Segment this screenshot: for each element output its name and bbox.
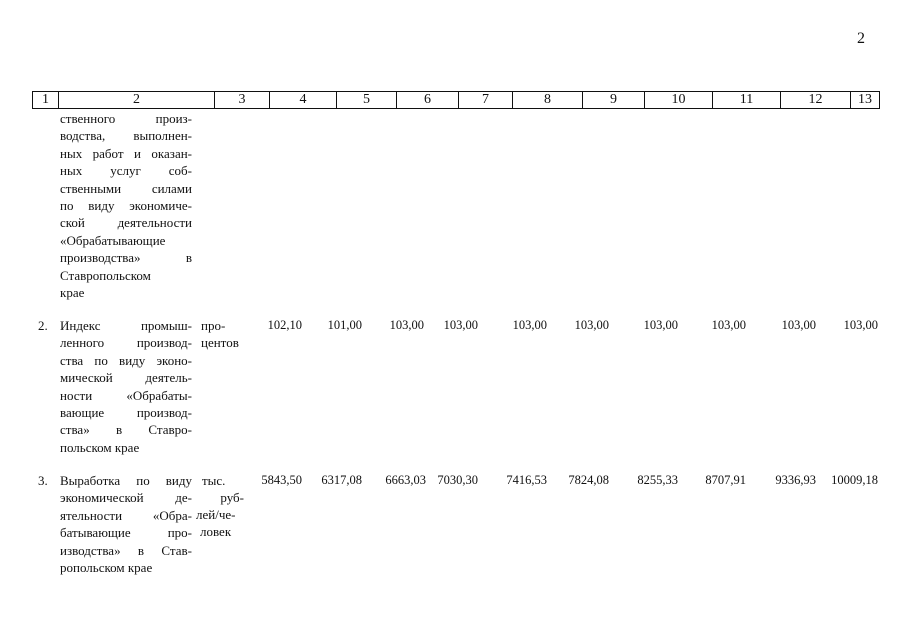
row-3-unit <box>196 472 244 540</box>
row-3-value-col13: 10009,18 <box>831 473 878 487</box>
row-1-name-line: ственными силами <box>60 180 192 196</box>
row-2-value-col11: 103,00 <box>711 318 746 332</box>
row-2-name-line: ства» в Ставро- <box>60 422 192 438</box>
row-3-name-line: экономической де- <box>60 490 192 506</box>
row-3-value-col9: 7824,08 <box>568 473 609 487</box>
row-3-name-line: изводства» в Став- <box>60 542 192 558</box>
row-1-name <box>60 110 192 301</box>
row-3-number: 3. <box>38 473 48 488</box>
header-col-4: 4 <box>270 92 337 108</box>
row-2-unit-line: про- <box>201 318 226 333</box>
header-col-1: 1 <box>33 92 59 108</box>
row-3-name-line: ропольском крае <box>60 560 153 576</box>
row-2-value-col9: 103,00 <box>574 318 609 332</box>
header-col-9: 9 <box>583 92 645 108</box>
row-3-value-col4: 5843,50 <box>261 473 302 487</box>
header-col-6: 6 <box>397 92 459 108</box>
row-2-value-col8: 103,00 <box>512 318 547 332</box>
row-1-name-line: ской деятельности <box>60 215 192 231</box>
header-col-11: 11 <box>713 92 781 108</box>
row-3-value-col11: 8707,91 <box>705 473 746 487</box>
header-col-8: 8 <box>513 92 583 108</box>
row-2-number: 2. <box>38 318 48 333</box>
row-2-name-line: ности «Обрабаты- <box>60 387 192 403</box>
row-1-name-line: Ставропольском <box>60 267 151 283</box>
table-header-row <box>32 91 880 109</box>
row-2-value-col12: 103,00 <box>781 318 816 332</box>
row-3-value-col5: 6317,08 <box>321 473 362 487</box>
row-3-value-col8: 7416,53 <box>506 473 547 487</box>
row-2-name-line: мической деятель- <box>60 370 192 386</box>
row-1-name-line: по виду экономиче- <box>60 198 192 214</box>
header-col-2: 2 <box>59 92 215 108</box>
row-2-name <box>60 317 192 456</box>
row-3-unit-line: руб- <box>220 490 244 505</box>
row-1-name-line: «Обрабатывающие <box>60 232 166 248</box>
row-3-value-col12: 9336,93 <box>775 473 816 487</box>
row-3-value-col6: 6663,03 <box>385 473 426 487</box>
row-1-name-line: ных услуг соб- <box>60 163 192 179</box>
row-2-unit-line: центов <box>201 335 239 350</box>
row-3-unit-line: лей/че- <box>196 507 236 522</box>
row-1-name-line: ных работ и оказан- <box>60 145 192 161</box>
header-col-5: 5 <box>337 92 397 108</box>
row-2-name-line: вающие производ- <box>60 405 192 421</box>
row-1-name-line: ственного произ- <box>60 111 192 126</box>
header-col-12: 12 <box>781 92 851 108</box>
row-2-name-line: Индекс промыш- <box>60 318 192 333</box>
row-2-value-col13: 103,00 <box>843 318 878 332</box>
header-col-10: 10 <box>645 92 713 108</box>
row-3-value-col7: 7030,30 <box>437 473 478 487</box>
row-2-value-col4: 102,10 <box>267 318 302 332</box>
header-col-7: 7 <box>459 92 513 108</box>
row-3-unit-line: ловек <box>200 524 232 539</box>
row-2-value-col5: 101,00 <box>327 318 362 332</box>
row-2-value-col6: 103,00 <box>389 318 424 332</box>
row-1-name-line: водства, выполнен- <box>60 128 192 144</box>
row-1-name-line: производства» в <box>60 250 192 266</box>
row-2-name-line: ства по виду эконо- <box>60 352 192 368</box>
row-3-name-line: ятельности «Обра- <box>60 507 192 523</box>
page-number: 2 <box>857 30 865 47</box>
header-col-3: 3 <box>215 92 270 108</box>
row-2-value-col7: 103,00 <box>443 318 478 332</box>
row-3-unit-line: тыс. <box>202 473 226 488</box>
row-3-name-line: батывающие про- <box>60 525 192 541</box>
row-2-unit <box>201 317 239 351</box>
row-2-value-col10: 103,00 <box>643 318 678 332</box>
row-3-name <box>60 472 192 576</box>
row-2-name-line: польском крае <box>60 439 140 455</box>
row-3-value-col10: 8255,33 <box>637 473 678 487</box>
row-1-name-line: крае <box>60 285 85 301</box>
row-3-name-line: Выработка по виду <box>60 473 192 488</box>
row-2-name-line: ленного производ- <box>60 335 192 351</box>
header-col-13: 13 <box>858 92 872 107</box>
